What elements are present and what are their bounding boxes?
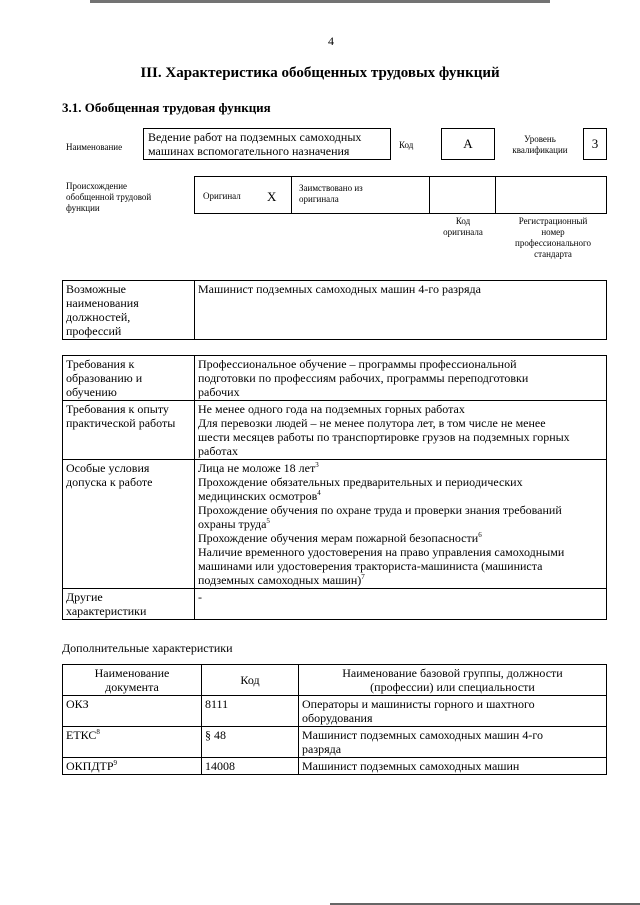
level-label-line-1: Уровень	[524, 134, 556, 144]
special-text-6: Прохождение обучения мерам пожарной безопасности	[198, 531, 479, 545]
special-label-cell	[63, 460, 195, 589]
header-group-name	[299, 665, 607, 696]
footnote-5: 5	[266, 517, 270, 525]
special-text-5: охраны труда	[198, 517, 267, 531]
footnote-9: 9	[113, 759, 118, 767]
origin-box	[194, 176, 607, 214]
other-label-cell	[63, 589, 195, 620]
row-code: 8111	[202, 696, 299, 727]
additional-table	[62, 664, 607, 775]
special-text-3: медицинских осмотров	[198, 489, 318, 503]
scan-edge-top	[90, 0, 550, 3]
special-line-6	[198, 531, 603, 545]
footnote-6: 6	[478, 531, 482, 539]
footnote-7: 7	[361, 573, 365, 581]
experience-value-cell	[195, 401, 607, 460]
header-group-line-1: Наименование базовой группы, должности	[342, 666, 563, 680]
experience-label-line-1: Требования к опыту	[66, 402, 169, 416]
footnote-3: 3	[315, 461, 319, 469]
row-doc-text: ЕТКС	[66, 728, 97, 742]
positions-label-cell	[63, 281, 195, 340]
education-label-cell	[63, 356, 195, 401]
other-label-line-1: Другие	[66, 590, 103, 604]
special-line-8: машинами или удостоверения тракториста-машиниста (машиниста	[198, 559, 543, 573]
row-code: § 48	[202, 727, 299, 758]
additional-title: Дополнительные характеристики	[62, 641, 233, 655]
special-line-9	[198, 573, 603, 587]
code-label: Код	[399, 140, 414, 150]
reg-number-line-3: профессионального	[515, 238, 591, 248]
row-doc-text: ОКПДТР	[66, 759, 114, 773]
origin-label-line-1: Происхождение	[66, 181, 128, 191]
education-line-2: подготовки по профессиям рабочих, программы переподготовки	[198, 371, 529, 385]
table-row	[63, 758, 607, 775]
table-row	[63, 696, 607, 727]
other-value: -	[195, 589, 607, 620]
origin-label-line-2: обобщенной трудовой	[66, 192, 152, 202]
reg-number-label	[500, 216, 606, 260]
education-label-line-3: обучению	[66, 385, 117, 399]
name-value-line-1: Ведение работ на подземных самоходных	[148, 130, 362, 144]
experience-line-3: шести месяцев работы по транспортировке грузов на подземных горных	[198, 430, 570, 444]
footnote-8: 8	[96, 728, 100, 736]
page-number: 4	[328, 34, 334, 48]
experience-label-cell	[63, 401, 195, 460]
special-line-5	[198, 517, 603, 531]
level-label-line-2: квалификации	[512, 145, 568, 155]
header-document-line-1: Наименование	[94, 666, 170, 680]
header-document	[63, 665, 202, 696]
positions-label-line-4: профессий	[66, 324, 122, 338]
name-label: Наименование	[66, 142, 123, 152]
row-name-line-2: оборудования	[302, 711, 373, 725]
reg-number-line-1: Регистрационный	[518, 216, 588, 226]
borrowed-label-line-2: оригинала	[299, 194, 339, 204]
experience-line-2: Для перевозки людей – не менее полутора лет, в том числе не менее	[198, 416, 546, 430]
special-line-4: Прохождение обучения по охране труда и проверки знания требований	[198, 503, 562, 517]
row-name: Машинист подземных самоходных машин	[299, 758, 607, 775]
experience-label-line-2: практической работы	[66, 416, 176, 430]
name-value-box	[143, 128, 391, 160]
special-line-7: Наличие временного удостоверения на право управления самоходными	[198, 545, 565, 559]
row-code: 14008	[202, 758, 299, 775]
code-original-line-1: Код	[455, 216, 471, 226]
subsection-title: 3.1. Обобщенная трудовая функция	[62, 100, 271, 115]
header-code: Код	[202, 665, 299, 696]
code-original-label	[430, 216, 496, 238]
level-label	[500, 134, 580, 156]
education-line-1: Профессиональное обучение – программы профессиональной	[198, 357, 517, 371]
reg-number-line-4: стандарта	[534, 249, 572, 259]
origin-divider-1	[291, 177, 292, 213]
origin-label	[66, 181, 151, 214]
education-line-3: рабочих	[198, 385, 240, 399]
row-doc	[63, 758, 202, 775]
special-line-1	[198, 461, 603, 475]
requirements-table	[62, 355, 607, 620]
positions-label-line-3: должностей,	[66, 310, 131, 324]
code-value: А	[441, 128, 495, 160]
row-doc: ОКЗ	[63, 696, 202, 727]
name-value-line-2: машинах вспомогательного назначения	[148, 144, 350, 158]
original-label: Оригинал	[203, 191, 241, 201]
header-group-line-2: (профессии) или специальности	[370, 680, 535, 694]
special-line-3	[198, 489, 603, 503]
origin-divider-2	[429, 177, 430, 213]
row-doc	[63, 727, 202, 758]
special-line-2: Прохождение обязательных предварительных и периодических	[198, 475, 523, 489]
table-row	[63, 727, 607, 758]
footnote-4: 4	[317, 489, 321, 497]
special-text-9: подземных самоходных машин)	[198, 573, 362, 587]
other-label-line-2: характеристики	[66, 604, 147, 618]
education-value-cell	[195, 356, 607, 401]
section-title: III. Характеристика обобщенных трудовых функций	[140, 65, 500, 81]
row-name-line-2: разряда	[302, 742, 342, 756]
code-original-line-2: оригинала	[443, 227, 483, 237]
level-value: 3	[583, 128, 607, 160]
positions-label-line-2: наименования	[66, 296, 139, 310]
origin-label-line-3: функции	[66, 203, 100, 213]
positions-value: Машинист подземных самоходных машин 4-го разряда	[195, 281, 607, 340]
special-value-cell	[195, 460, 607, 589]
origin-divider-3	[495, 177, 496, 213]
row-name-line-1: Операторы и машинисты горного и шахтного	[302, 697, 535, 711]
education-label-line-2: образованию и	[66, 371, 143, 385]
experience-line-4: работах	[198, 444, 238, 458]
positions-label-line-1: Возможные	[66, 282, 126, 296]
education-label-line-1: Требования к	[66, 357, 135, 371]
positions-table	[62, 280, 607, 340]
experience-line-1: Не менее одного года на подземных горных работах	[198, 402, 465, 416]
special-label-line-2: допуска к работе	[66, 475, 153, 489]
row-name	[299, 727, 607, 758]
original-mark: X	[267, 189, 277, 204]
reg-number-line-2: номер	[541, 227, 565, 237]
borrowed-label	[299, 183, 363, 205]
special-text-1: Лица не моложе 18 лет	[198, 461, 316, 475]
borrowed-label-line-1: Заимствовано из	[299, 183, 363, 193]
special-label-line-1: Особые условия	[66, 461, 150, 475]
row-name	[299, 696, 607, 727]
row-name-line-1: Машинист подземных самоходных машин 4-го	[302, 728, 543, 742]
header-document-line-2: документа	[105, 680, 159, 694]
